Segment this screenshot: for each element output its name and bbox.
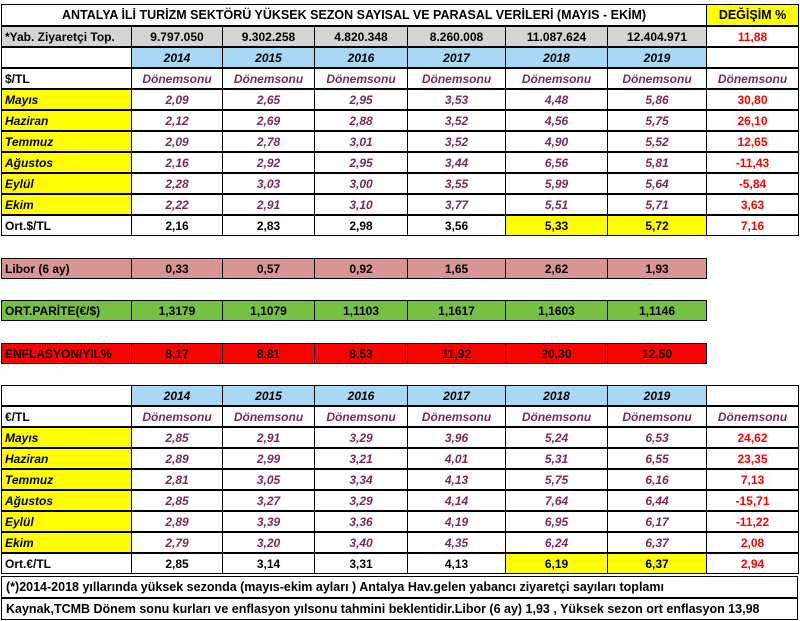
rate-value: 2,89 (131, 511, 223, 532)
rate-value: 6,24 (505, 532, 608, 553)
period-header: Dönemsonu (222, 406, 315, 427)
avg-value: 2,98 (314, 215, 408, 236)
visitors-value: 12.404.971 (607, 26, 707, 47)
rate-value: 2,69 (222, 110, 315, 131)
year-header: 2018 (505, 385, 608, 406)
change-value: 7,13 (706, 469, 799, 490)
month-label: Eylül (1, 511, 132, 532)
rate-value: 4,48 (505, 89, 608, 110)
change-value: 2,08 (706, 532, 799, 553)
period-header: Dönemsonu (607, 406, 707, 427)
month-label: Ağustos (1, 152, 132, 173)
rate-value: 4,14 (407, 490, 506, 511)
usd-years-row (1, 47, 798, 68)
visitors-value: 9.302.258 (222, 26, 315, 47)
visitors-value: 9.797.050 (131, 26, 223, 47)
month-label: Ekim (1, 194, 132, 215)
period-header: Dönemsonu (131, 406, 223, 427)
rate-value: 2,88 (314, 110, 408, 131)
rate-value: 3,36 (314, 511, 408, 532)
change-value: -15,71 (706, 490, 799, 511)
rate-value: 2,79 (131, 532, 223, 553)
rate-value: 4,35 (407, 532, 506, 553)
usd-month-row (1, 89, 798, 110)
rate-value: 2,95 (314, 152, 408, 173)
blank-cell (1, 47, 132, 68)
libor-row (1, 258, 798, 279)
blank-cell (706, 47, 799, 68)
period-header: Dönemsonu (407, 406, 506, 427)
eur-month-row (1, 532, 798, 553)
parity-value: 1,1103 (314, 300, 408, 321)
libor-value: 2,62 (505, 258, 608, 279)
rate-value: 5,52 (607, 131, 707, 152)
rate-value: 2,85 (131, 490, 223, 511)
libor-value: 0,57 (222, 258, 315, 279)
avg-value: 2,16 (131, 215, 223, 236)
year-header: 2014 (131, 47, 223, 68)
month-label: Ağustos (1, 490, 132, 511)
period-header: Dönemsonu (131, 68, 223, 89)
rate-value: 2,92 (222, 152, 315, 173)
rate-value: 2,16 (131, 152, 223, 173)
usd-month-row (1, 152, 798, 173)
rate-value: 5,75 (607, 110, 707, 131)
change-value: 12,65 (706, 131, 799, 152)
inflation-value: 20,30 (505, 343, 608, 364)
year-header: 2015 (222, 47, 315, 68)
rate-value: 2,99 (222, 448, 315, 469)
eur-label: €/TL (1, 406, 132, 427)
usd-period-row (1, 68, 798, 89)
rate-value: 3,10 (314, 194, 408, 215)
rate-value: 3,77 (407, 194, 506, 215)
avg-value: 5,72 (607, 215, 707, 236)
avg-value: 6,37 (607, 553, 707, 574)
inflation-label: ENFLASYON/YIL% (1, 343, 132, 364)
usd-avg-row (1, 215, 798, 236)
inflation-value: 8,17 (131, 343, 223, 364)
rate-value: 5,24 (505, 427, 608, 448)
avg-change: 7,16 (706, 215, 799, 236)
parity-value: 1,1603 (505, 300, 608, 321)
eur-month-row (1, 427, 798, 448)
rate-value: 3,44 (407, 152, 506, 173)
avg-value: 4,13 (407, 553, 506, 574)
parity-row (1, 300, 798, 321)
parity-label: ORT.PARİTE(€/$) (1, 300, 132, 321)
parity-value: 1,1079 (222, 300, 315, 321)
rate-value: 2,65 (222, 89, 315, 110)
eur-period-row (1, 406, 798, 427)
month-label: Ekim (1, 532, 132, 553)
period-header: Dönemsonu (314, 406, 408, 427)
visitors-value: 11.087.624 (505, 26, 608, 47)
blank-cell (1, 385, 132, 406)
inflation-value: 8,53 (314, 343, 408, 364)
eur-month-row (1, 469, 798, 490)
rate-value: 3,53 (407, 89, 506, 110)
rate-value: 6,17 (607, 511, 707, 532)
rate-value: 3,52 (407, 110, 506, 131)
rate-value: 2,28 (131, 173, 223, 194)
eur-month-row (1, 490, 798, 511)
rate-value: 3,96 (407, 427, 506, 448)
rate-value: 6,37 (607, 532, 707, 553)
inflation-value: 12,50 (607, 343, 707, 364)
rate-value: 3,52 (407, 131, 506, 152)
year-header: 2016 (314, 47, 408, 68)
year-header: 2016 (314, 385, 408, 406)
change-value: 24,62 (706, 427, 799, 448)
month-label: Eylül (1, 173, 132, 194)
usd-label: $/TL (1, 68, 132, 89)
rate-value: 2,95 (314, 89, 408, 110)
avg-value: 3,14 (222, 553, 315, 574)
year-header: 2019 (607, 47, 707, 68)
period-header: Dönemsonu (407, 68, 506, 89)
rate-value: 6,16 (607, 469, 707, 490)
libor-label: Libor (6 ay) (1, 258, 132, 279)
year-header: 2017 (407, 385, 506, 406)
libor-value: 1,65 (407, 258, 506, 279)
rate-value: 3,00 (314, 173, 408, 194)
eur-month-row (1, 511, 798, 532)
rate-value: 5,81 (607, 152, 707, 173)
usd-month-row (1, 173, 798, 194)
period-header: Dönemsonu (505, 406, 608, 427)
eur-avg-row (1, 553, 798, 574)
page-title: ANTALYA İLİ TURİZM SEKTÖRÜ YÜKSEK SEZON SAYISAL VE PARASAL VERİLERİ (MAYIS - EKİM) (1, 4, 707, 26)
rate-value: 6,95 (505, 511, 608, 532)
rate-value: 2,91 (222, 427, 315, 448)
year-header: 2019 (607, 385, 707, 406)
rate-value: 6,44 (607, 490, 707, 511)
avg-value: 2,85 (131, 553, 223, 574)
blank-cell (706, 385, 799, 406)
inflation-value: 11,92 (407, 343, 506, 364)
rate-value: 5,75 (505, 469, 608, 490)
rate-value: 3,01 (314, 131, 408, 152)
rate-value: 3,29 (314, 490, 408, 511)
rate-value: 2,09 (131, 89, 223, 110)
period-header: Dönemsonu (607, 68, 707, 89)
inflation-value: 8,81 (222, 343, 315, 364)
period-header: Dönemsonu (706, 68, 799, 89)
change-value: -5,84 (706, 173, 799, 194)
change-value: -11,43 (706, 152, 799, 173)
rate-value: 4,90 (505, 131, 608, 152)
rate-value: 5,64 (607, 173, 707, 194)
rate-value: 2,85 (131, 427, 223, 448)
libor-value: 0,92 (314, 258, 408, 279)
rate-value: 2,22 (131, 194, 223, 215)
period-header: Dönemsonu (505, 68, 608, 89)
rate-value: 4,56 (505, 110, 608, 131)
avg-value: 2,83 (222, 215, 315, 236)
month-label: Haziran (1, 448, 132, 469)
title-row (1, 4, 798, 26)
period-header: Dönemsonu (222, 68, 315, 89)
change-header: DEĞİŞİM % (706, 4, 799, 26)
rate-value: 2,91 (222, 194, 315, 215)
change-value: 26,10 (706, 110, 799, 131)
rate-value: 3,55 (407, 173, 506, 194)
rate-value: 6,53 (607, 427, 707, 448)
eur-years-row (1, 385, 798, 406)
rate-value: 5,99 (505, 173, 608, 194)
rate-value: 3,20 (222, 532, 315, 553)
rate-value: 7,64 (505, 490, 608, 511)
visitors-row (1, 26, 798, 47)
rate-value: 3,40 (314, 532, 408, 553)
parity-value: 1,1146 (607, 300, 707, 321)
rate-value: 3,03 (222, 173, 315, 194)
usd-month-row (1, 194, 798, 215)
avg-label: Ort.$/TL (1, 215, 132, 236)
rate-value: 4,01 (407, 448, 506, 469)
rate-value: 2,89 (131, 448, 223, 469)
rate-value: 3,29 (314, 427, 408, 448)
period-header: Dönemsonu (314, 68, 408, 89)
visitors-label: *Yab. Ziyaretçi Top. (1, 26, 132, 47)
year-header: 2017 (407, 47, 506, 68)
month-label: Haziran (1, 110, 132, 131)
rate-value: 5,31 (505, 448, 608, 469)
rate-value: 2,78 (222, 131, 315, 152)
avg-value: 5,33 (505, 215, 608, 236)
change-value: 23,35 (706, 448, 799, 469)
inflation-row (1, 343, 798, 364)
parity-value: 1,3179 (131, 300, 223, 321)
visitors-value: 8.260.008 (407, 26, 506, 47)
avg-change: 2,94 (706, 553, 799, 574)
usd-month-row (1, 110, 798, 131)
rate-value: 2,12 (131, 110, 223, 131)
avg-value: 3,56 (407, 215, 506, 236)
month-label: Mayıs (1, 89, 132, 110)
rate-value: 4,13 (407, 469, 506, 490)
month-label: Temmuz (1, 469, 132, 490)
year-header: 2014 (131, 385, 223, 406)
footnote-2: Kaynak,TCMB Dönem sonu kurları ve enflasyon yılsonu tahmini beklentidir.Libor (6 ay) 1,93 , Yüksek sezon ort enflasyon 13,98 (1, 598, 798, 620)
rate-value: 4,19 (407, 511, 506, 532)
rate-value: 5,71 (607, 194, 707, 215)
change-value: 3,63 (706, 194, 799, 215)
footnote-1: (*)2014-2018 yıllarında yüksek sezonda (mayıs-ekim ayları ) Antalya Hav.gelen yabancı ziyaretçi sayıları toplamı (1, 576, 798, 598)
rate-value: 2,81 (131, 469, 223, 490)
period-header: Dönemsonu (706, 406, 799, 427)
rate-value: 3,21 (314, 448, 408, 469)
change-value: 30,80 (706, 89, 799, 110)
year-header: 2018 (505, 47, 608, 68)
month-label: Mayıs (1, 427, 132, 448)
rate-value: 3,05 (222, 469, 315, 490)
rate-value: 6,56 (505, 152, 608, 173)
avg-value: 6,19 (505, 553, 608, 574)
avg-label: Ort.€/TL (1, 553, 132, 574)
eur-month-row (1, 448, 798, 469)
rate-value: 3,27 (222, 490, 315, 511)
visitors-value: 4.820.348 (314, 26, 408, 47)
usd-month-row (1, 131, 798, 152)
rate-value: 5,86 (607, 89, 707, 110)
rate-value: 3,34 (314, 469, 408, 490)
visitors-change: 11,88 (706, 26, 799, 47)
avg-value: 3,31 (314, 553, 408, 574)
month-label: Temmuz (1, 131, 132, 152)
change-value: -11,22 (706, 511, 799, 532)
rate-value: 2,09 (131, 131, 223, 152)
rate-value: 6,55 (607, 448, 707, 469)
libor-value: 1,93 (607, 258, 707, 279)
libor-value: 0,33 (131, 258, 223, 279)
parity-value: 1,1617 (407, 300, 506, 321)
year-header: 2015 (222, 385, 315, 406)
rate-value: 5,51 (505, 194, 608, 215)
rate-value: 3,39 (222, 511, 315, 532)
